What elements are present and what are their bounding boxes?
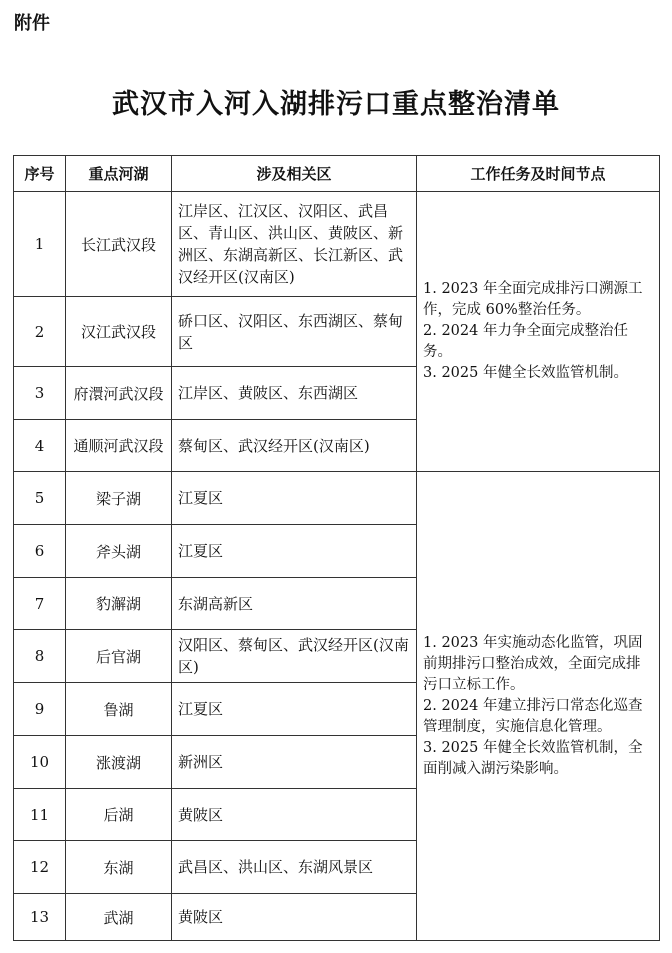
table-header-row	[14, 156, 660, 192]
row-no: 7	[14, 578, 66, 630]
row-no: 3	[14, 367, 66, 420]
row-districts: 新洲区	[172, 736, 417, 789]
task-item: 3. 2025 年健全长效监管机制，全面削减入湖污染影响。	[423, 739, 643, 777]
row-no: 6	[14, 525, 66, 578]
row-no: 12	[14, 841, 66, 894]
task-item: 3. 2025 年健全长效监管机制。	[423, 365, 628, 381]
row-name: 斧头湖	[66, 525, 172, 578]
row-districts: 黄陂区	[172, 894, 417, 941]
row-name: 涨渡湖	[66, 736, 172, 789]
row-no: 2	[14, 297, 66, 367]
row-name: 武湖	[66, 894, 172, 941]
row-no: 10	[14, 736, 66, 789]
row-name: 通顺河武汉段	[66, 420, 172, 472]
row-districts: 江岸区、江汉区、汉阳区、武昌区、青山区、洪山区、黄陂区、新洲区、东湖高新区、长江新区、武汉经开区(汉南区)	[172, 192, 417, 297]
header-no: 序号	[14, 156, 66, 192]
row-districts: 江夏区	[172, 683, 417, 736]
row-districts: 蔡甸区、武汉经开区(汉南区)	[172, 420, 417, 472]
tasks-rivers	[417, 192, 660, 472]
row-name: 鲁湖	[66, 683, 172, 736]
row-no: 13	[14, 894, 66, 941]
row-districts: 黄陂区	[172, 789, 417, 841]
remediation-table	[13, 155, 660, 941]
row-name: 豹澥湖	[66, 578, 172, 630]
document-title: 武汉市入河入湖排污口重点整治清单	[112, 89, 560, 120]
row-name: 汉江武汉段	[66, 297, 172, 367]
header-river-lake: 重点河湖	[66, 156, 172, 192]
row-name: 府澴河武汉段	[66, 367, 172, 420]
row-no: 8	[14, 630, 66, 683]
task-item: 2. 2024 年建立排污口常态化巡查管理制度，实施信息化管理。	[423, 697, 643, 735]
table-row	[14, 472, 660, 525]
task-item: 1. 2023 年全面完成排污口溯源工作，完成 60%整治任务。	[423, 281, 643, 318]
table-row	[14, 192, 660, 297]
row-no: 1	[14, 192, 66, 297]
row-districts: 硚口区、汉阳区、东西湖区、蔡甸区	[172, 297, 417, 367]
row-no: 5	[14, 472, 66, 525]
row-name: 后湖	[66, 789, 172, 841]
row-districts: 江岸区、黄陂区、东西湖区	[172, 367, 417, 420]
attachment-label: 附件	[14, 13, 50, 34]
task-item: 2. 2024 年力争全面完成整治任务。	[423, 323, 628, 360]
row-name: 东湖	[66, 841, 172, 894]
row-no: 4	[14, 420, 66, 472]
tasks-lakes	[417, 472, 660, 941]
row-districts: 东湖高新区	[172, 578, 417, 630]
header-districts: 涉及相关区	[172, 156, 417, 192]
row-name: 长江武汉段	[66, 192, 172, 297]
row-districts: 江夏区	[172, 472, 417, 525]
row-districts: 汉阳区、蔡甸区、武汉经开区(汉南区)	[172, 630, 417, 683]
row-name: 梁子湖	[66, 472, 172, 525]
header-tasks: 工作任务及时间节点	[417, 156, 660, 192]
row-districts: 江夏区	[172, 525, 417, 578]
row-districts: 武昌区、洪山区、东湖风景区	[172, 841, 417, 894]
task-item: 1. 2023 年实施动态化监管，巩固前期排污口整治成效，全面完成排污口立标工作。	[423, 634, 643, 693]
row-no: 11	[14, 789, 66, 841]
row-name: 后官湖	[66, 630, 172, 683]
row-no: 9	[14, 683, 66, 736]
